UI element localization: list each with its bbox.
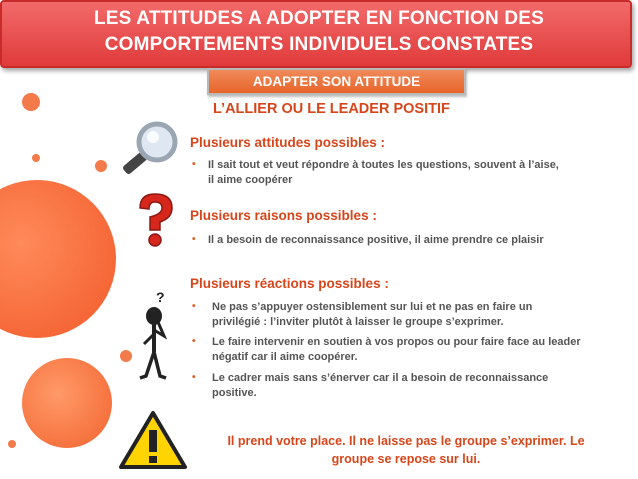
reactions-item-1-line-2: privilégié : l’inviter plutôt à laisser le groupe s’exprimer.	[212, 316, 504, 328]
subtitle: L’ALLIER OU LE LEADER POSITIF	[213, 101, 450, 117]
reactions-heading: Plusieurs réactions possibles :	[190, 276, 389, 291]
decor-circle-bottom	[8, 440, 16, 448]
warning-line-2: groupe se repose sur lui.	[331, 452, 481, 466]
reactions-item-1-line-1: Ne pas s’appuyer ostensiblement sur lui et ne pas en faire un	[212, 301, 533, 313]
svg-text:?: ?	[156, 290, 165, 305]
attitudes-item-line-2: il aime coopérer	[208, 174, 293, 186]
reactions-item-2-line-1: Le faire intervenir en soutien à vos propos ou pour faire face au leader	[212, 336, 581, 348]
reactions-item-3-line-1: Le cadrer mais sans s’énerver car il a besoin de reconnaissance	[212, 372, 549, 384]
thinking-figure-icon	[136, 290, 184, 382]
title-line-1: LES ATTITUDES A ADOPTER EN FONCTION DES	[93, 8, 545, 29]
raisons-item-line-1: Il a besoin de reconnaissance positive, il aime prendre ce plaisir	[208, 234, 544, 246]
decor-circle-small-2	[95, 160, 107, 172]
bullet: •	[192, 372, 196, 383]
warning-line-1: Il prend votre place. Il ne laisse pas le groupe s’exprimer. Le	[227, 434, 585, 448]
decor-circle-small-1	[32, 154, 40, 162]
section-banner: ADAPTER SON ATTITUDE	[207, 68, 466, 95]
raisons-heading: Plusieurs raisons possibles :	[190, 208, 377, 223]
reactions-item-2-line-2: négatif car il aime coopérer.	[212, 351, 358, 363]
decor-circle-large	[0, 180, 116, 338]
bullet: •	[192, 301, 196, 312]
attitudes-heading: Plusieurs attitudes possibles :	[190, 135, 386, 150]
decor-circle-medium	[22, 358, 112, 448]
warning-sign-icon	[118, 410, 188, 470]
warning-text	[180, 432, 632, 468]
bullet: •	[192, 336, 196, 347]
decor-circle-top	[22, 93, 40, 111]
attitudes-item-line-1: Il sait tout et veut répondre à toutes les questions, souvent à l’aise,	[208, 159, 559, 171]
question-mark-icon	[130, 190, 180, 250]
reactions-item-3-line-2: positive.	[212, 387, 257, 399]
decor-circle-small-3	[120, 350, 132, 362]
bullet: •	[192, 234, 196, 245]
title-line-2: COMPORTEMENTS INDIVIDUELS CONSTATES	[104, 34, 534, 55]
magnifier-icon	[120, 118, 182, 180]
bullet: •	[192, 159, 196, 170]
